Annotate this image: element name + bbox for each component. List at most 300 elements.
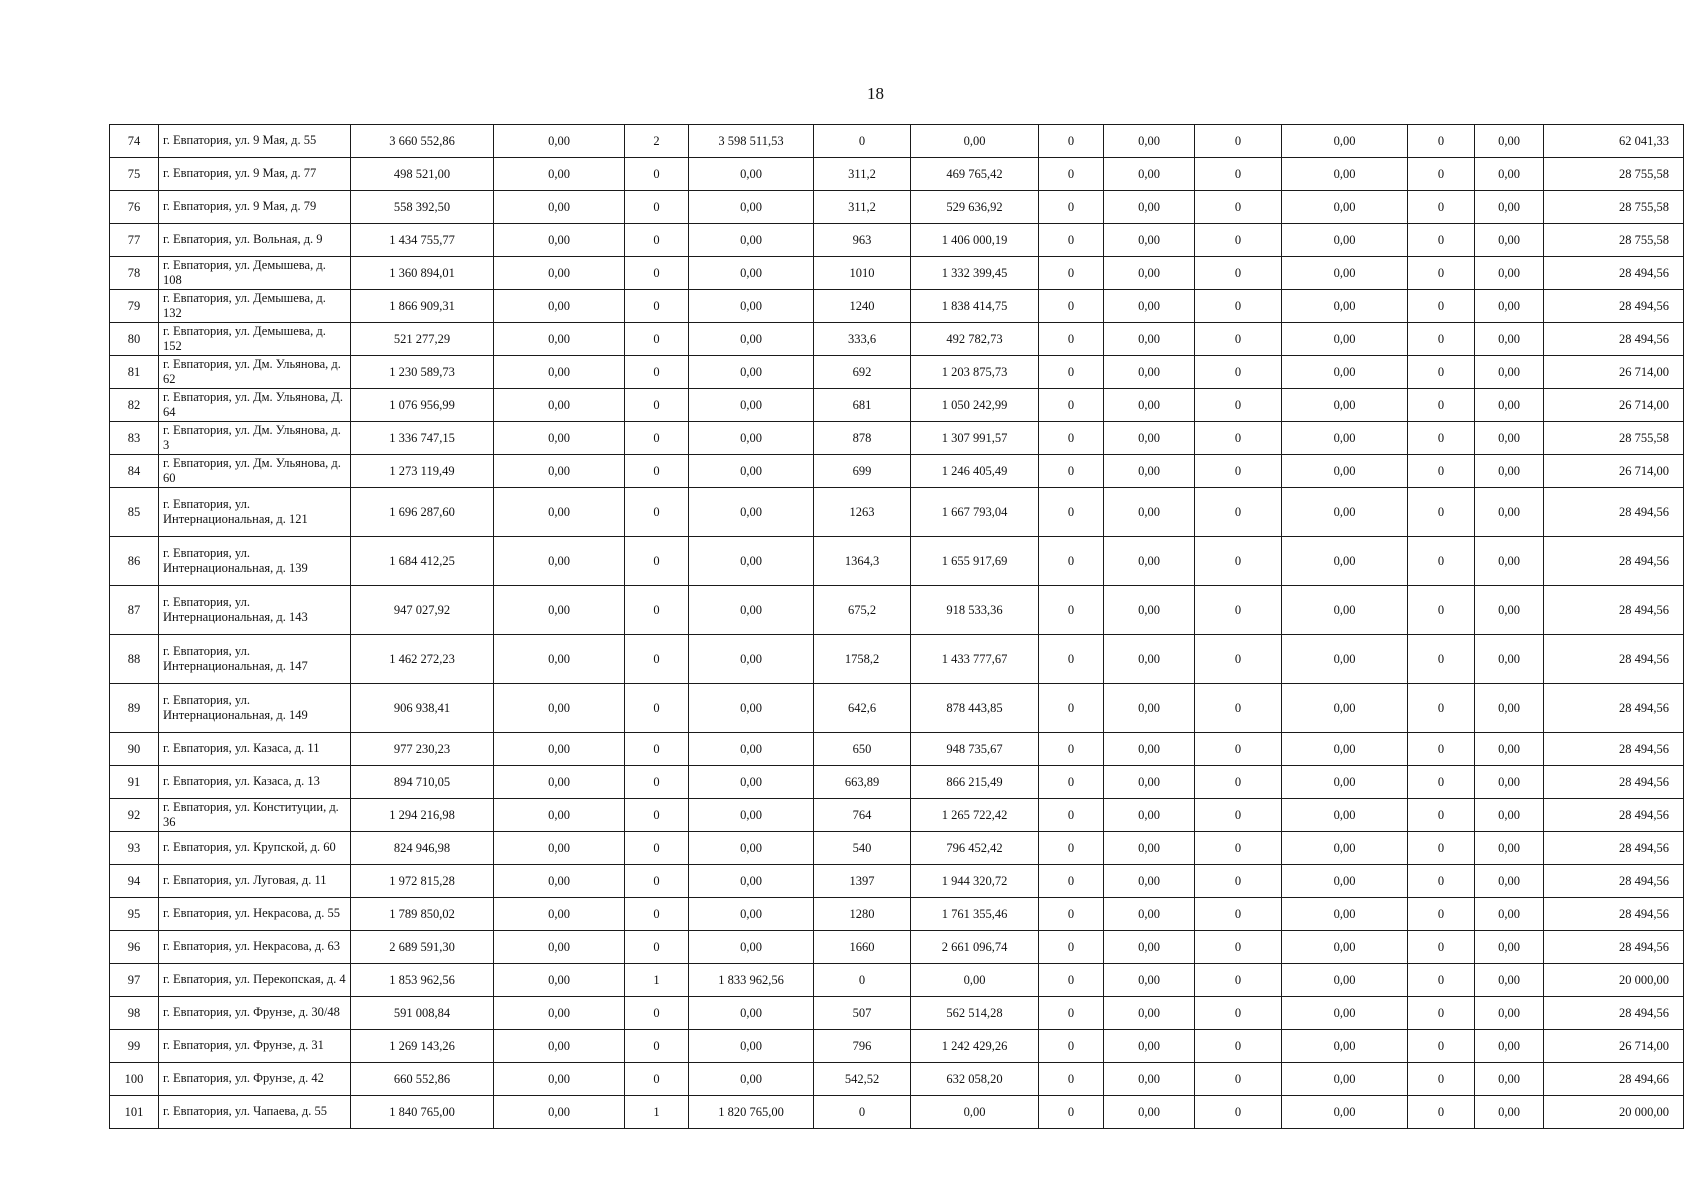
col11-count: 0 bbox=[1195, 1030, 1282, 1063]
address: г. Евпатория, ул. Некрасова, д. 63 bbox=[159, 931, 351, 964]
col9-count: 0 bbox=[1039, 323, 1104, 356]
col6-amount: 0,00 bbox=[689, 224, 814, 257]
col5-count: 0 bbox=[625, 799, 689, 832]
col10-amount: 0,00 bbox=[1104, 488, 1195, 537]
col12-amount: 0,00 bbox=[1282, 865, 1408, 898]
col5-count: 0 bbox=[625, 635, 689, 684]
col7-area: 1364,3 bbox=[814, 537, 911, 586]
col10-amount: 0,00 bbox=[1104, 865, 1195, 898]
col4-value: 0,00 bbox=[494, 158, 625, 191]
total-cost: 906 938,41 bbox=[351, 684, 494, 733]
col13-count: 0 bbox=[1408, 422, 1475, 455]
col12-amount: 0,00 bbox=[1282, 931, 1408, 964]
address: г. Евпатория, ул. Интернациональная, д. 121 bbox=[159, 488, 351, 537]
col12-amount: 0,00 bbox=[1282, 766, 1408, 799]
col13-count: 0 bbox=[1408, 389, 1475, 422]
table-row bbox=[110, 635, 1684, 684]
col15-amount: 26 714,00 bbox=[1544, 356, 1684, 389]
total-cost: 947 027,92 bbox=[351, 586, 494, 635]
col5-count: 0 bbox=[625, 832, 689, 865]
col11-count: 0 bbox=[1195, 766, 1282, 799]
total-cost: 894 710,05 bbox=[351, 766, 494, 799]
address: г. Евпатория, ул. Демышева, д. 132 bbox=[159, 290, 351, 323]
col6-amount: 3 598 511,53 bbox=[689, 125, 814, 158]
col10-amount: 0,00 bbox=[1104, 158, 1195, 191]
address: г. Евпатория, ул. Интернациональная, д. 143 bbox=[159, 586, 351, 635]
col14-amount: 0,00 bbox=[1475, 1096, 1544, 1129]
table-row bbox=[110, 257, 1684, 290]
address: г. Евпатория, ул. Перекопская, д. 4 bbox=[159, 964, 351, 997]
col13-count: 0 bbox=[1408, 733, 1475, 766]
col11-count: 0 bbox=[1195, 684, 1282, 733]
col11-count: 0 bbox=[1195, 733, 1282, 766]
table-row bbox=[110, 1063, 1684, 1096]
address: г. Евпатория, ул. Чапаева, д. 55 bbox=[159, 1096, 351, 1129]
col9-count: 0 bbox=[1039, 997, 1104, 1030]
col4-value: 0,00 bbox=[494, 389, 625, 422]
col10-amount: 0,00 bbox=[1104, 224, 1195, 257]
col12-amount: 0,00 bbox=[1282, 898, 1408, 931]
row-number: 88 bbox=[110, 635, 159, 684]
col8-amount: 2 661 096,74 bbox=[911, 931, 1039, 964]
col13-count: 0 bbox=[1408, 586, 1475, 635]
row-number: 92 bbox=[110, 799, 159, 832]
col5-count: 1 bbox=[625, 964, 689, 997]
address: г. Евпатория, ул. Интернациональная, д. 149 bbox=[159, 684, 351, 733]
table-row bbox=[110, 766, 1684, 799]
col11-count: 0 bbox=[1195, 224, 1282, 257]
col10-amount: 0,00 bbox=[1104, 766, 1195, 799]
col14-amount: 0,00 bbox=[1475, 865, 1544, 898]
table-row bbox=[110, 323, 1684, 356]
table-row bbox=[110, 733, 1684, 766]
col15-amount: 28 494,56 bbox=[1544, 488, 1684, 537]
col4-value: 0,00 bbox=[494, 766, 625, 799]
total-cost: 1 230 589,73 bbox=[351, 356, 494, 389]
col14-amount: 0,00 bbox=[1475, 191, 1544, 224]
row-number: 75 bbox=[110, 158, 159, 191]
col10-amount: 0,00 bbox=[1104, 1096, 1195, 1129]
col13-count: 0 bbox=[1408, 635, 1475, 684]
address: г. Евпатория, ул. 9 Мая, д. 77 bbox=[159, 158, 351, 191]
row-number: 96 bbox=[110, 931, 159, 964]
col9-count: 0 bbox=[1039, 1063, 1104, 1096]
row-number: 79 bbox=[110, 290, 159, 323]
col4-value: 0,00 bbox=[494, 865, 625, 898]
table-row bbox=[110, 158, 1684, 191]
col15-amount: 62 041,33 bbox=[1544, 125, 1684, 158]
col8-amount: 0,00 bbox=[911, 1096, 1039, 1129]
col5-count: 0 bbox=[625, 389, 689, 422]
col8-amount: 878 443,85 bbox=[911, 684, 1039, 733]
col5-count: 0 bbox=[625, 537, 689, 586]
col9-count: 0 bbox=[1039, 1096, 1104, 1129]
col14-amount: 0,00 bbox=[1475, 257, 1544, 290]
col6-amount: 1 833 962,56 bbox=[689, 964, 814, 997]
col14-amount: 0,00 bbox=[1475, 488, 1544, 537]
col6-amount: 0,00 bbox=[689, 586, 814, 635]
col12-amount: 0,00 bbox=[1282, 356, 1408, 389]
col15-amount: 28 494,56 bbox=[1544, 865, 1684, 898]
col10-amount: 0,00 bbox=[1104, 537, 1195, 586]
page-number: 18 bbox=[867, 84, 884, 103]
row-number: 87 bbox=[110, 586, 159, 635]
col12-amount: 0,00 bbox=[1282, 1096, 1408, 1129]
col7-area: 675,2 bbox=[814, 586, 911, 635]
col11-count: 0 bbox=[1195, 931, 1282, 964]
col5-count: 0 bbox=[625, 356, 689, 389]
col12-amount: 0,00 bbox=[1282, 799, 1408, 832]
col14-amount: 0,00 bbox=[1475, 224, 1544, 257]
table-row bbox=[110, 488, 1684, 537]
table-row bbox=[110, 290, 1684, 323]
col7-area: 542,52 bbox=[814, 1063, 911, 1096]
col13-count: 0 bbox=[1408, 356, 1475, 389]
col14-amount: 0,00 bbox=[1475, 733, 1544, 766]
col14-amount: 0,00 bbox=[1475, 455, 1544, 488]
col12-amount: 0,00 bbox=[1282, 323, 1408, 356]
col14-amount: 0,00 bbox=[1475, 389, 1544, 422]
col5-count: 0 bbox=[625, 455, 689, 488]
col14-amount: 0,00 bbox=[1475, 1030, 1544, 1063]
col7-area: 699 bbox=[814, 455, 911, 488]
col13-count: 0 bbox=[1408, 1063, 1475, 1096]
col6-amount: 0,00 bbox=[689, 257, 814, 290]
col8-amount: 469 765,42 bbox=[911, 158, 1039, 191]
col7-area: 0 bbox=[814, 125, 911, 158]
col12-amount: 0,00 bbox=[1282, 1030, 1408, 1063]
col5-count: 0 bbox=[625, 257, 689, 290]
col12-amount: 0,00 bbox=[1282, 422, 1408, 455]
col8-amount: 1 265 722,42 bbox=[911, 799, 1039, 832]
col13-count: 0 bbox=[1408, 257, 1475, 290]
col6-amount: 0,00 bbox=[689, 323, 814, 356]
col9-count: 0 bbox=[1039, 290, 1104, 323]
col4-value: 0,00 bbox=[494, 290, 625, 323]
col7-area: 1758,2 bbox=[814, 635, 911, 684]
col13-count: 0 bbox=[1408, 158, 1475, 191]
col7-area: 963 bbox=[814, 224, 911, 257]
col6-amount: 0,00 bbox=[689, 356, 814, 389]
col9-count: 0 bbox=[1039, 488, 1104, 537]
col12-amount: 0,00 bbox=[1282, 832, 1408, 865]
col5-count: 0 bbox=[625, 422, 689, 455]
col15-amount: 28 494,56 bbox=[1544, 832, 1684, 865]
col8-amount: 796 452,42 bbox=[911, 832, 1039, 865]
total-cost: 824 946,98 bbox=[351, 832, 494, 865]
address: г. Евпатория, ул. Фрунзе, д. 31 bbox=[159, 1030, 351, 1063]
row-number: 74 bbox=[110, 125, 159, 158]
col7-area: 311,2 bbox=[814, 191, 911, 224]
col9-count: 0 bbox=[1039, 389, 1104, 422]
col15-amount: 28 494,66 bbox=[1544, 1063, 1684, 1096]
address: г. Евпатория, ул. Вольная, д. 9 bbox=[159, 224, 351, 257]
address: г. Евпатория, ул. Интернациональная, д. 139 bbox=[159, 537, 351, 586]
col15-amount: 28 494,56 bbox=[1544, 537, 1684, 586]
col11-count: 0 bbox=[1195, 865, 1282, 898]
col14-amount: 0,00 bbox=[1475, 356, 1544, 389]
total-cost: 591 008,84 bbox=[351, 997, 494, 1030]
col12-amount: 0,00 bbox=[1282, 1063, 1408, 1096]
col4-value: 0,00 bbox=[494, 422, 625, 455]
col9-count: 0 bbox=[1039, 455, 1104, 488]
col12-amount: 0,00 bbox=[1282, 455, 1408, 488]
col5-count: 0 bbox=[625, 191, 689, 224]
col10-amount: 0,00 bbox=[1104, 898, 1195, 931]
col13-count: 0 bbox=[1408, 931, 1475, 964]
total-cost: 1 789 850,02 bbox=[351, 898, 494, 931]
col8-amount: 866 215,49 bbox=[911, 766, 1039, 799]
col15-amount: 28 494,56 bbox=[1544, 898, 1684, 931]
col14-amount: 0,00 bbox=[1475, 684, 1544, 733]
col15-amount: 28 755,58 bbox=[1544, 422, 1684, 455]
col11-count: 0 bbox=[1195, 1096, 1282, 1129]
col15-amount: 20 000,00 bbox=[1544, 1096, 1684, 1129]
col9-count: 0 bbox=[1039, 356, 1104, 389]
col5-count: 0 bbox=[625, 733, 689, 766]
col8-amount: 492 782,73 bbox=[911, 323, 1039, 356]
col14-amount: 0,00 bbox=[1475, 898, 1544, 931]
col13-count: 0 bbox=[1408, 865, 1475, 898]
col8-amount: 1 761 355,46 bbox=[911, 898, 1039, 931]
col13-count: 0 bbox=[1408, 964, 1475, 997]
col8-amount: 1 332 399,45 bbox=[911, 257, 1039, 290]
col4-value: 0,00 bbox=[494, 356, 625, 389]
address: г. Евпатория, ул. Дм. Ульянова, Д. 64 bbox=[159, 389, 351, 422]
col8-amount: 0,00 bbox=[911, 125, 1039, 158]
col13-count: 0 bbox=[1408, 455, 1475, 488]
col13-count: 0 bbox=[1408, 290, 1475, 323]
address: г. Евпатория, ул. Луговая, д. 11 bbox=[159, 865, 351, 898]
col5-count: 0 bbox=[625, 158, 689, 191]
col11-count: 0 bbox=[1195, 323, 1282, 356]
col12-amount: 0,00 bbox=[1282, 635, 1408, 684]
col8-amount: 1 050 242,99 bbox=[911, 389, 1039, 422]
col7-area: 0 bbox=[814, 1096, 911, 1129]
col7-area: 650 bbox=[814, 733, 911, 766]
row-number: 98 bbox=[110, 997, 159, 1030]
col8-amount: 1 667 793,04 bbox=[911, 488, 1039, 537]
col14-amount: 0,00 bbox=[1475, 158, 1544, 191]
col14-amount: 0,00 bbox=[1475, 290, 1544, 323]
col5-count: 0 bbox=[625, 997, 689, 1030]
data-table bbox=[109, 124, 1684, 1129]
col7-area: 0 bbox=[814, 964, 911, 997]
col11-count: 0 bbox=[1195, 537, 1282, 586]
col13-count: 0 bbox=[1408, 1096, 1475, 1129]
table-row bbox=[110, 898, 1684, 931]
col15-amount: 28 494,56 bbox=[1544, 997, 1684, 1030]
col4-value: 0,00 bbox=[494, 125, 625, 158]
col15-amount: 28 494,56 bbox=[1544, 684, 1684, 733]
col7-area: 878 bbox=[814, 422, 911, 455]
col13-count: 0 bbox=[1408, 125, 1475, 158]
col8-amount: 632 058,20 bbox=[911, 1063, 1039, 1096]
table-row bbox=[110, 865, 1684, 898]
col7-area: 1397 bbox=[814, 865, 911, 898]
col10-amount: 0,00 bbox=[1104, 586, 1195, 635]
col7-area: 796 bbox=[814, 1030, 911, 1063]
col9-count: 0 bbox=[1039, 257, 1104, 290]
col4-value: 0,00 bbox=[494, 257, 625, 290]
address: г. Евпатория, ул. 9 Мая, д. 55 bbox=[159, 125, 351, 158]
col9-count: 0 bbox=[1039, 733, 1104, 766]
col10-amount: 0,00 bbox=[1104, 356, 1195, 389]
col13-count: 0 bbox=[1408, 684, 1475, 733]
table-row bbox=[110, 586, 1684, 635]
col15-amount: 28 755,58 bbox=[1544, 224, 1684, 257]
col9-count: 0 bbox=[1039, 422, 1104, 455]
total-cost: 660 552,86 bbox=[351, 1063, 494, 1096]
col10-amount: 0,00 bbox=[1104, 125, 1195, 158]
total-cost: 1 273 119,49 bbox=[351, 455, 494, 488]
col13-count: 0 bbox=[1408, 537, 1475, 586]
col14-amount: 0,00 bbox=[1475, 766, 1544, 799]
table-row bbox=[110, 537, 1684, 586]
col10-amount: 0,00 bbox=[1104, 733, 1195, 766]
total-cost: 3 660 552,86 bbox=[351, 125, 494, 158]
col12-amount: 0,00 bbox=[1282, 488, 1408, 537]
col11-count: 0 bbox=[1195, 257, 1282, 290]
col4-value: 0,00 bbox=[494, 997, 625, 1030]
col5-count: 0 bbox=[625, 224, 689, 257]
col11-count: 0 bbox=[1195, 488, 1282, 537]
col5-count: 1 bbox=[625, 1096, 689, 1129]
row-number: 76 bbox=[110, 191, 159, 224]
col14-amount: 0,00 bbox=[1475, 799, 1544, 832]
total-cost: 1 076 956,99 bbox=[351, 389, 494, 422]
col7-area: 540 bbox=[814, 832, 911, 865]
col8-amount: 1 433 777,67 bbox=[911, 635, 1039, 684]
col12-amount: 0,00 bbox=[1282, 964, 1408, 997]
col10-amount: 0,00 bbox=[1104, 964, 1195, 997]
table-row bbox=[110, 799, 1684, 832]
col5-count: 0 bbox=[625, 1063, 689, 1096]
col4-value: 0,00 bbox=[494, 898, 625, 931]
col13-count: 0 bbox=[1408, 1030, 1475, 1063]
col13-count: 0 bbox=[1408, 191, 1475, 224]
col9-count: 0 bbox=[1039, 931, 1104, 964]
col10-amount: 0,00 bbox=[1104, 257, 1195, 290]
total-cost: 1 434 755,77 bbox=[351, 224, 494, 257]
col11-count: 0 bbox=[1195, 191, 1282, 224]
col5-count: 0 bbox=[625, 586, 689, 635]
table-row bbox=[110, 997, 1684, 1030]
col5-count: 0 bbox=[625, 1030, 689, 1063]
total-cost: 1 360 894,01 bbox=[351, 257, 494, 290]
col8-amount: 1 944 320,72 bbox=[911, 865, 1039, 898]
col15-amount: 28 755,58 bbox=[1544, 191, 1684, 224]
col8-amount: 0,00 bbox=[911, 964, 1039, 997]
col14-amount: 0,00 bbox=[1475, 964, 1544, 997]
col5-count: 0 bbox=[625, 898, 689, 931]
col12-amount: 0,00 bbox=[1282, 257, 1408, 290]
col4-value: 0,00 bbox=[494, 931, 625, 964]
col4-value: 0,00 bbox=[494, 684, 625, 733]
col7-area: 642,6 bbox=[814, 684, 911, 733]
col11-count: 0 bbox=[1195, 455, 1282, 488]
row-number: 100 bbox=[110, 1063, 159, 1096]
address: г. Евпатория, ул. 9 Мая, д. 79 bbox=[159, 191, 351, 224]
col7-area: 1240 bbox=[814, 290, 911, 323]
col6-amount: 0,00 bbox=[689, 537, 814, 586]
total-cost: 1 269 143,26 bbox=[351, 1030, 494, 1063]
col11-count: 0 bbox=[1195, 1063, 1282, 1096]
col14-amount: 0,00 bbox=[1475, 997, 1544, 1030]
col7-area: 681 bbox=[814, 389, 911, 422]
col14-amount: 0,00 bbox=[1475, 832, 1544, 865]
col5-count: 0 bbox=[625, 323, 689, 356]
col6-amount: 0,00 bbox=[689, 733, 814, 766]
table-row bbox=[110, 931, 1684, 964]
col11-count: 0 bbox=[1195, 964, 1282, 997]
col6-amount: 0,00 bbox=[689, 455, 814, 488]
col14-amount: 0,00 bbox=[1475, 931, 1544, 964]
col14-amount: 0,00 bbox=[1475, 125, 1544, 158]
col9-count: 0 bbox=[1039, 684, 1104, 733]
table-row bbox=[110, 964, 1684, 997]
col6-amount: 0,00 bbox=[689, 799, 814, 832]
col9-count: 0 bbox=[1039, 635, 1104, 684]
col6-amount: 0,00 bbox=[689, 488, 814, 537]
col15-amount: 28 494,56 bbox=[1544, 766, 1684, 799]
col10-amount: 0,00 bbox=[1104, 684, 1195, 733]
table-row bbox=[110, 422, 1684, 455]
col9-count: 0 bbox=[1039, 224, 1104, 257]
col4-value: 0,00 bbox=[494, 832, 625, 865]
col6-amount: 0,00 bbox=[689, 832, 814, 865]
col14-amount: 0,00 bbox=[1475, 323, 1544, 356]
total-cost: 1 696 287,60 bbox=[351, 488, 494, 537]
table-body bbox=[110, 125, 1684, 1129]
row-number: 94 bbox=[110, 865, 159, 898]
row-number: 83 bbox=[110, 422, 159, 455]
row-number: 80 bbox=[110, 323, 159, 356]
col4-value: 0,00 bbox=[494, 191, 625, 224]
col11-count: 0 bbox=[1195, 832, 1282, 865]
col11-count: 0 bbox=[1195, 898, 1282, 931]
col12-amount: 0,00 bbox=[1282, 684, 1408, 733]
col15-amount: 26 714,00 bbox=[1544, 389, 1684, 422]
col9-count: 0 bbox=[1039, 1030, 1104, 1063]
col8-amount: 948 735,67 bbox=[911, 733, 1039, 766]
col4-value: 0,00 bbox=[494, 733, 625, 766]
col5-count: 2 bbox=[625, 125, 689, 158]
col14-amount: 0,00 bbox=[1475, 586, 1544, 635]
col9-count: 0 bbox=[1039, 586, 1104, 635]
total-cost: 2 689 591,30 bbox=[351, 931, 494, 964]
col6-amount: 0,00 bbox=[689, 422, 814, 455]
col10-amount: 0,00 bbox=[1104, 799, 1195, 832]
col8-amount: 1 838 414,75 bbox=[911, 290, 1039, 323]
col13-count: 0 bbox=[1408, 488, 1475, 537]
row-number: 93 bbox=[110, 832, 159, 865]
col4-value: 0,00 bbox=[494, 635, 625, 684]
col9-count: 0 bbox=[1039, 898, 1104, 931]
address: г. Евпатория, ул. Конституции, д. 36 bbox=[159, 799, 351, 832]
col13-count: 0 bbox=[1408, 997, 1475, 1030]
total-cost: 521 277,29 bbox=[351, 323, 494, 356]
col6-amount: 0,00 bbox=[689, 898, 814, 931]
total-cost: 1 684 412,25 bbox=[351, 537, 494, 586]
col15-amount: 28 494,56 bbox=[1544, 586, 1684, 635]
col11-count: 0 bbox=[1195, 799, 1282, 832]
col8-amount: 1 246 405,49 bbox=[911, 455, 1039, 488]
col6-amount: 0,00 bbox=[689, 158, 814, 191]
table-row bbox=[110, 1030, 1684, 1063]
row-number: 81 bbox=[110, 356, 159, 389]
col11-count: 0 bbox=[1195, 158, 1282, 191]
